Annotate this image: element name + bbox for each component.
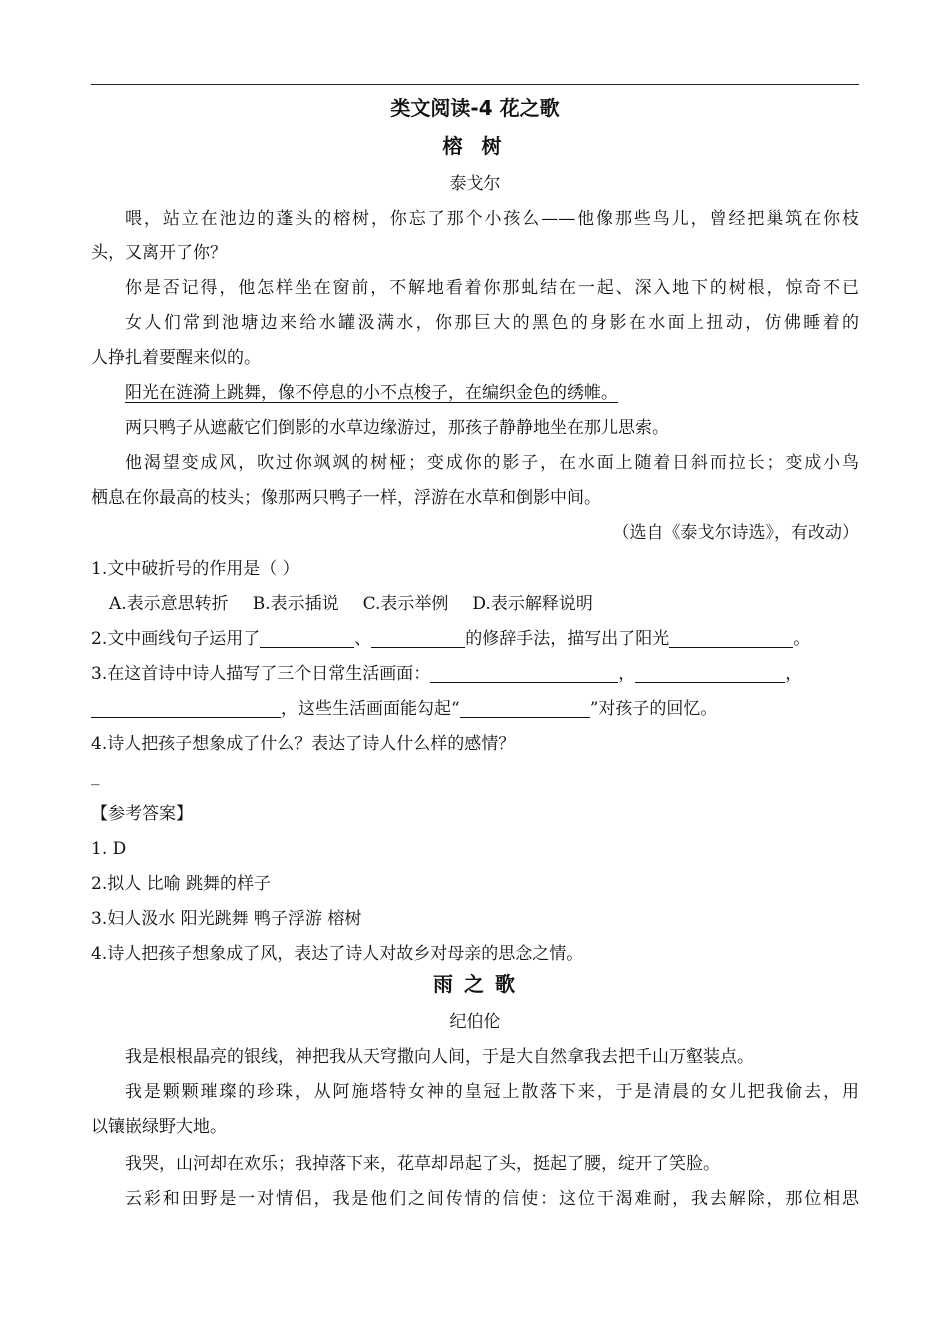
question-3-text: 3.在这首诗中诗人描写了三个日常生活画面： <box>91 664 431 684</box>
option-a: A.表示意思转折 <box>109 594 229 614</box>
poem1-line: 他渴望变成风，吹过你飒飒的树桠；变成你的影子，在水面上随着日斜而拉长；变成小鸟 <box>125 453 859 473</box>
question-3-text: ，这些生活画面能勾起“ <box>281 699 460 719</box>
answer-blank[interactable] <box>91 699 281 718</box>
question-3 <box>91 662 859 686</box>
poem1-line: 两只鸭子从遮蔽它们倒影的水草边缘游过，那孩子静静地坐在那儿思索。 <box>125 418 669 438</box>
poem1-line: 喂，站立在池边的蓬头的榕树，你忘了那个小孩么——他像那些鸟儿，曾经把巢筑在你枝 <box>125 209 859 229</box>
question-1-options <box>91 592 859 616</box>
question-2-text: 的修辞手法，描写出了阳光 <box>465 629 670 649</box>
poem1-line: 头，又离开了你？ <box>91 243 227 263</box>
poem1-title: 榕 树 <box>442 134 508 158</box>
poem1-line: 你是否记得，他怎样坐在窗前，不解地看着你那虬结在一起、深入地下的树根，惊奇不已 <box>125 278 859 298</box>
poem2-line: 我是根根晶亮的银线，神把我从天穹撒向人间，于是大自然拿我去把千山万壑装点。 <box>125 1047 754 1067</box>
poem2-line: 我哭，山河却在欢乐；我掉落下来，花草却昂起了头，挺起了腰，绽开了笑脸。 <box>125 1154 720 1174</box>
underlined-sentence: 阳光在涟漪上跳舞，像不停息的小不点梭子，在编织金色的绣帷。 <box>125 383 618 403</box>
poem1-underlined-line <box>91 381 859 405</box>
option-d: D.表示解释说明 <box>472 594 593 614</box>
poem2-title: 雨 之 歌 <box>433 972 517 996</box>
question-2-text: 2.文中画线句子运用了 <box>91 629 261 649</box>
poem1-line: 女人们常到池塘边来给水罐汲满水，你那巨大的黑色的身影在水面上扭动，仿佛睡着的 <box>125 313 859 333</box>
answers-heading: 【参考答案】 <box>91 804 193 824</box>
poem1-author: 泰戈尔 <box>449 174 501 194</box>
poem2-author: 纪伯伦 <box>449 1012 501 1032</box>
page-title: 类文阅读-4 花之歌 <box>390 96 560 120</box>
answer-blank[interactable] <box>260 629 354 648</box>
question-2-end: 。 <box>793 629 811 649</box>
option-c: C.表示举例 <box>362 594 449 614</box>
option-b: B.表示插说 <box>252 594 339 614</box>
answer-item: 4.诗人把孩子想象成了风，表达了诗人对故乡对母亲的思念之情。 <box>91 944 584 964</box>
question-2 <box>91 627 859 651</box>
poem1-line: 栖息在你最高的枝头；像那两只鸭子一样，浮游在水草和倒影中间。 <box>91 488 601 508</box>
question-1: 1.文中破折号的作用是（ ） <box>91 559 300 579</box>
poem1-source: （选自《泰戈尔诗选》，有改动） <box>612 523 859 543</box>
answer-item: 2.拟人 比喻 跳舞的样子 <box>91 874 272 894</box>
answer-blank[interactable] <box>460 699 590 718</box>
answer-blank[interactable] <box>669 629 793 648</box>
poem2-line: 以镶嵌绿野大地。 <box>91 1117 227 1137</box>
question-3-cont <box>91 697 859 721</box>
poem1-line: 人挣扎着要醒来似的。 <box>91 348 261 368</box>
header-rule <box>91 84 859 85</box>
poem2-line: 我是颗颗璀璨的珍珠，从阿施塔特女神的皇冠上散落下来，于是清晨的女儿把我偷去，用 <box>125 1082 859 1102</box>
answer-item: 1. D <box>91 839 127 859</box>
question-3-sep: ， <box>785 664 803 684</box>
poem2-line: 云彩和田野是一对情侣，我是他们之间传情的信使：这位干渴难耐，我去解除，那位相思 <box>125 1189 859 1209</box>
answer-blank[interactable] <box>371 629 465 648</box>
question-3-text: ”对孩子的回忆。 <box>589 699 718 719</box>
question-3-sep: ， <box>618 664 636 684</box>
answer-blank[interactable] <box>430 664 618 683</box>
answer-item: 3.妇人汲水 阳光跳舞 鸭子浮游 榕树 <box>91 909 362 929</box>
answer-blank[interactable] <box>635 664 785 683</box>
question-2-sep: 、 <box>354 629 372 649</box>
question-4-answer-mark: _ <box>91 766 100 786</box>
question-4: 4.诗人把孩子想象成了什么？表达了诗人什么样的感情？ <box>91 734 516 754</box>
